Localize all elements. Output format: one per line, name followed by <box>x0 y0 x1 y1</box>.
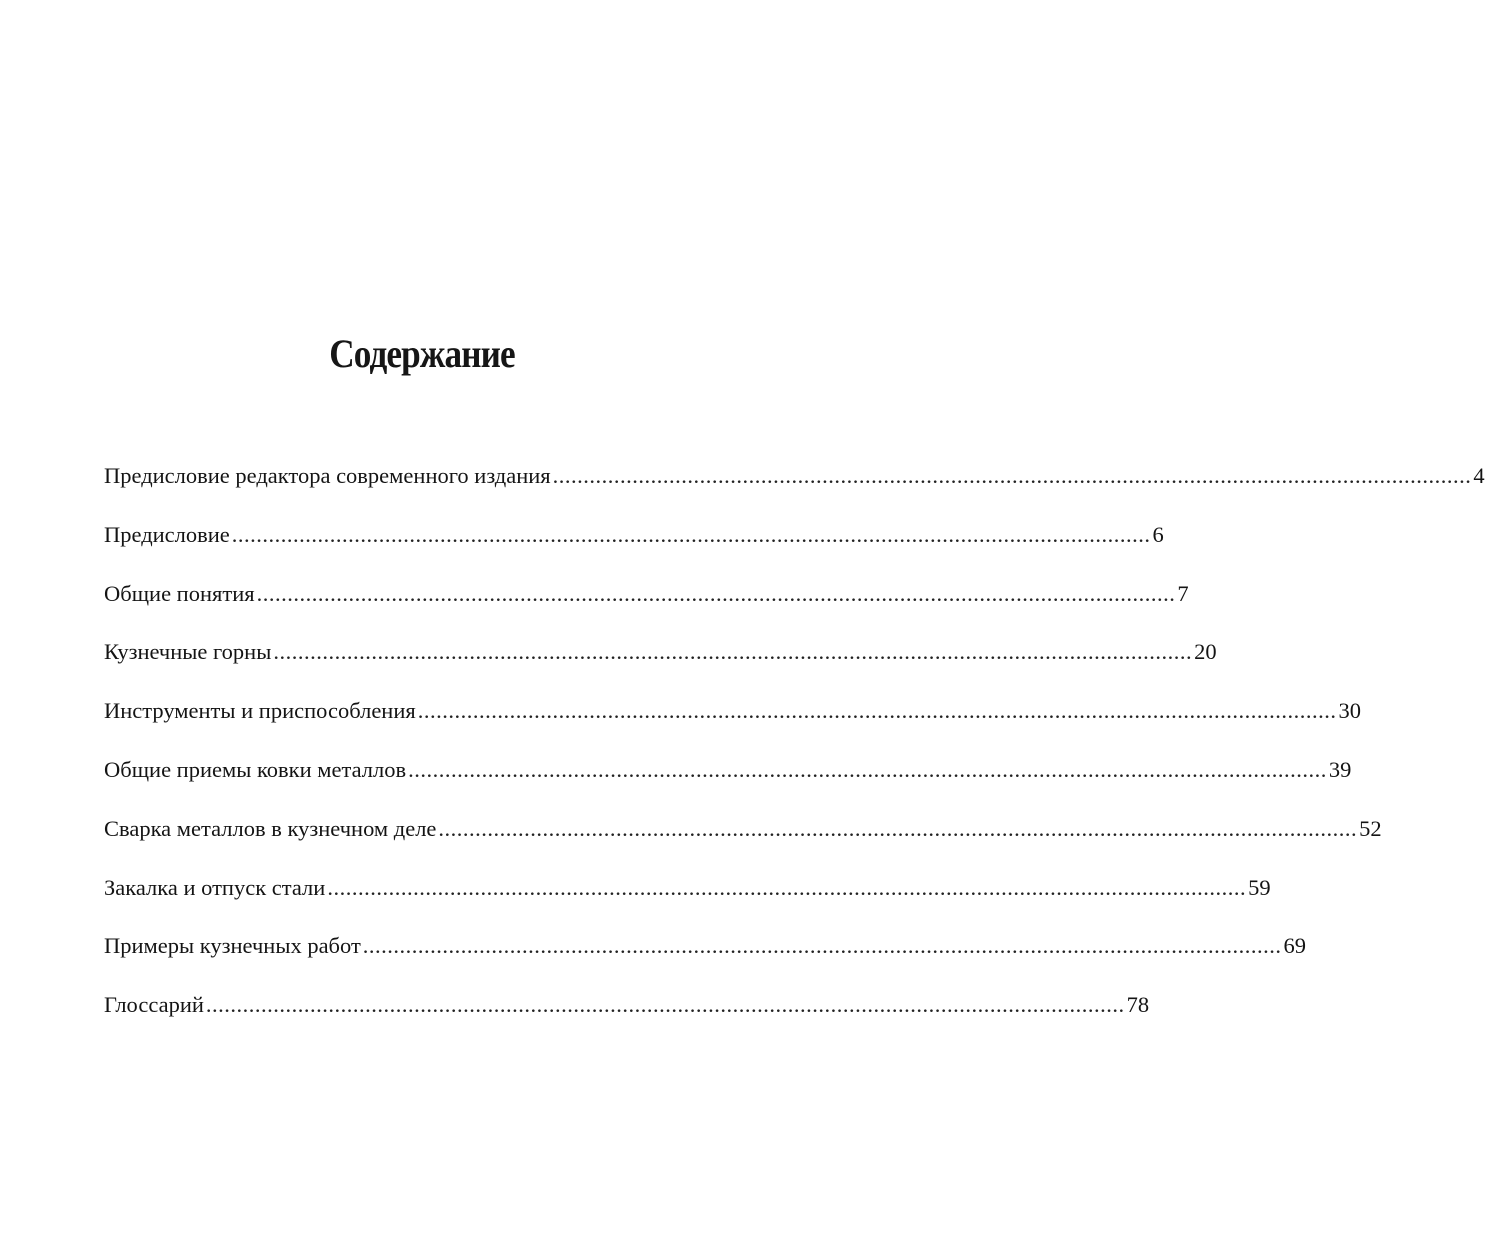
toc-entry[interactable] <box>104 513 1164 572</box>
table-of-contents <box>104 454 1485 1042</box>
dot-leader: ...................................................................................................................................................... <box>552 463 1472 488</box>
toc-entry[interactable] <box>104 807 1382 866</box>
toc-entry-title: Инструменты и приспособления <box>104 698 416 724</box>
toc-entry[interactable] <box>104 866 1271 925</box>
toc-entry-title: Общие понятия <box>104 580 255 606</box>
toc-entry[interactable] <box>104 983 1150 1042</box>
toc-entry-page-number: 78 <box>1126 992 1150 1018</box>
toc-entry-page-number: 39 <box>1328 756 1352 782</box>
toc-entry-page-number: 52 <box>1359 815 1382 841</box>
toc-entry-title: Сварка металлов в кузнечном деле <box>104 815 437 841</box>
toc-entry-title: Предисловие редактора современного издания <box>104 463 551 488</box>
toc-entry-page-number: 30 <box>1338 698 1361 724</box>
toc-entry[interactable] <box>104 924 1307 983</box>
toc-entry-page-number: 7 <box>1177 580 1189 606</box>
toc-entry-title: Общие приемы ковки металлов <box>104 756 407 782</box>
toc-entry[interactable] <box>104 748 1352 807</box>
toc-entry-title: Глоссарий <box>104 992 204 1018</box>
toc-entry[interactable] <box>104 630 1217 689</box>
dot-leader: ...................................................................................................................................................... <box>408 756 1327 782</box>
toc-entry-page-number: 20 <box>1194 639 1217 665</box>
dot-leader: ...................................................................................................................................................... <box>438 815 1358 841</box>
toc-entry-title: Закалка и отпуск стали <box>104 874 326 900</box>
dot-leader: ...................................................................................................................................................... <box>362 933 1282 959</box>
dot-leader: ...................................................................................................................................................... <box>256 580 1176 606</box>
dot-leader: ...................................................................................................................................................... <box>205 992 1125 1018</box>
toc-entry-title: Примеры кузнечных работ <box>104 933 361 959</box>
toc-entry[interactable] <box>104 689 1361 748</box>
toc-entry-page-number: 6 <box>1152 521 1164 547</box>
toc-entry-page-number: 59 <box>1248 874 1271 900</box>
toc-entry-page-number: 69 <box>1283 933 1307 959</box>
dot-leader: ...................................................................................................................................................... <box>327 874 1247 900</box>
toc-entry-title: Кузнечные горны <box>104 639 272 665</box>
page-title: Содержание <box>329 331 515 376</box>
toc-entry-title: Предисловие <box>104 521 230 547</box>
toc-entry[interactable] <box>104 572 1189 631</box>
dot-leader: ...................................................................................................................................................... <box>417 698 1337 724</box>
dot-leader: ...................................................................................................................................................... <box>231 521 1151 547</box>
toc-entry[interactable] <box>104 454 1485 513</box>
dot-leader: ...................................................................................................................................................... <box>273 639 1193 665</box>
toc-entry-page-number: 4 <box>1473 463 1485 488</box>
